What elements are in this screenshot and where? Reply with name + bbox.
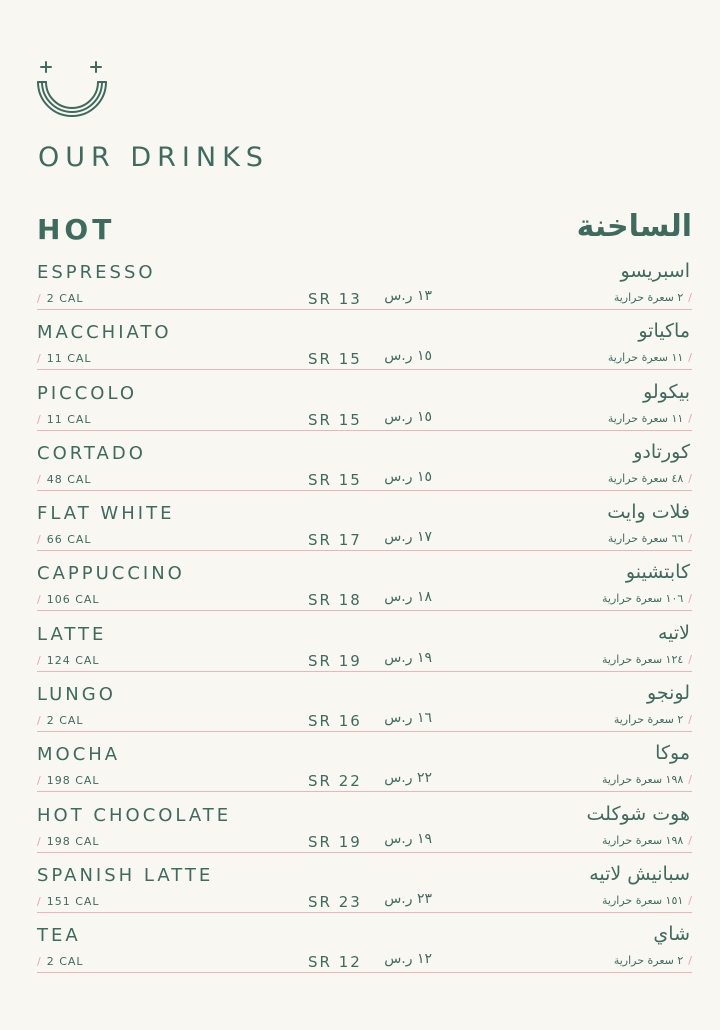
row-divider (37, 369, 692, 370)
section-heading-en: HOT (37, 213, 116, 246)
calories-en (37, 714, 84, 727)
row-divider (37, 490, 692, 491)
slash-divider: / (37, 955, 42, 969)
drink-name-en: FLAT WHITE (37, 503, 175, 525)
calories-en-value: 198 CAL (46, 774, 100, 788)
slash-divider: / (688, 833, 692, 847)
price-ar: ١٧ ر.س (384, 529, 432, 546)
row-divider (37, 912, 692, 913)
slash-divider: / (37, 412, 42, 426)
calories-ar (608, 351, 692, 364)
slash-divider: / (37, 774, 42, 788)
slash-divider: / (688, 713, 692, 727)
slash-divider: / (37, 533, 42, 547)
drink-name-ar: اسبريسو (620, 260, 690, 282)
menu-item-row (0, 379, 720, 439)
drink-name-ar: شاي (653, 923, 690, 946)
slash-divider: / (688, 291, 692, 304)
price-ar: ١٩ ر.س (384, 830, 432, 847)
calories-ar (602, 773, 692, 786)
drink-name-ar: لونجو (647, 682, 690, 705)
calories-ar (602, 653, 692, 666)
price-en: SR 15 (308, 470, 362, 489)
menu-item-row (0, 258, 720, 318)
calories-ar-value: ١٠٦ سعرة حرارية (602, 592, 684, 606)
calories-en (37, 955, 84, 968)
price-ar: ٢٢ ر.س (384, 770, 432, 787)
menu-item-row (0, 620, 720, 680)
drink-name-ar: بيكولو (643, 380, 690, 403)
slash-divider: / (37, 714, 42, 728)
menu-item-row (0, 801, 720, 861)
price-en: SR 23 (308, 892, 362, 911)
calories-en-value: 106 CAL (46, 593, 100, 607)
calories-en-value: 11 CAL (46, 412, 92, 426)
drink-name-ar: هوت شوكلت (586, 802, 690, 825)
calories-ar (608, 472, 692, 485)
slash-divider: / (688, 893, 692, 907)
slash-divider: / (688, 471, 692, 485)
slash-divider: / (37, 894, 42, 908)
price-en: SR 18 (308, 591, 362, 610)
price-en: SR 19 (308, 651, 362, 670)
drink-name-en: HOT CHOCOLATE (37, 804, 232, 826)
calories-ar (602, 894, 692, 907)
menu-item-row (0, 740, 720, 800)
slash-divider: / (688, 592, 692, 606)
price-en: SR 17 (308, 531, 362, 550)
calories-en (37, 593, 100, 606)
calories-ar (608, 532, 692, 545)
row-divider (37, 671, 692, 672)
row-divider (37, 972, 692, 973)
price-ar: ١٣ ر.س (384, 288, 432, 304)
price-ar: ١٩ ر.س (384, 649, 432, 666)
calories-ar-value: ١٩٨ سعرة حرارية (602, 773, 684, 787)
section-heading-ar: الساخنة (576, 209, 692, 244)
menu-item-row (0, 318, 720, 378)
menu-item-row (0, 680, 720, 740)
price-en: SR 15 (308, 350, 362, 369)
calories-en (37, 413, 92, 426)
calories-en (37, 835, 100, 848)
drink-name-en: ESPRESSO (37, 262, 156, 283)
drink-name-ar: ماكياتو (638, 320, 690, 343)
slash-divider: / (37, 352, 42, 366)
drink-name-en: CAPPUCCINO (37, 563, 185, 585)
calories-en-value: 151 CAL (46, 894, 100, 908)
slash-divider: / (688, 411, 692, 425)
calories-en-value: 124 CAL (46, 653, 100, 667)
row-divider (37, 309, 692, 310)
menu-item-row (0, 559, 720, 619)
row-divider (37, 430, 692, 431)
calories-en-value: 66 CAL (46, 533, 92, 547)
calories-ar-value: ١٩٨ سعرة حرارية (602, 833, 684, 847)
calories-en-value: 2 CAL (46, 292, 84, 305)
slash-divider: / (688, 532, 692, 546)
drink-name-ar: كابتشينو (625, 561, 690, 584)
calories-en (37, 533, 92, 546)
slash-divider: / (37, 472, 42, 486)
price-en: SR 13 (308, 290, 362, 308)
calories-ar-value: ٢ سعرة حرارية (613, 954, 684, 968)
price-ar: ١٦ ر.س (384, 710, 432, 727)
price-en: SR 16 (308, 712, 362, 731)
calories-en-value: 48 CAL (46, 472, 92, 486)
drink-name-en: MOCHA (37, 744, 121, 766)
drinks-menu-list (0, 258, 720, 982)
slash-divider: / (37, 653, 42, 667)
slash-divider: / (37, 593, 42, 607)
calories-en (37, 292, 84, 305)
price-ar: ٢٣ ر.س (384, 890, 432, 907)
calories-en (37, 473, 92, 486)
drink-name-en: SPANISH LATTE (37, 864, 214, 886)
calories-ar (614, 713, 692, 726)
price-ar: ١٨ ر.س (384, 589, 432, 606)
price-ar: ١٢ ر.س (384, 951, 432, 968)
row-divider (37, 550, 692, 551)
smiley-logo-icon (36, 60, 108, 122)
price-ar: ١٥ ر.س (384, 408, 432, 425)
price-ar: ١٥ ر.س (384, 348, 432, 365)
drink-name-ar: كورتادو (633, 440, 690, 463)
calories-ar-value: ١١ سعرة حرارية (607, 351, 684, 365)
drink-name-en: LATTE (37, 623, 107, 645)
calories-ar-value: ١٥١ سعرة حرارية (602, 893, 684, 907)
calories-ar-value: ٢ سعرة حرارية (613, 713, 684, 727)
calories-en (37, 774, 100, 787)
slash-divider: / (688, 351, 692, 365)
drink-name-ar: موكا (655, 742, 690, 765)
menu-item-row (0, 439, 720, 499)
row-divider (37, 731, 692, 732)
drink-name-ar: لاتيه (657, 621, 690, 644)
calories-ar (614, 954, 692, 967)
calories-en-value: 2 CAL (46, 955, 84, 969)
calories-en (37, 654, 100, 667)
menu-item-row (0, 861, 720, 921)
calories-en-value: 2 CAL (46, 714, 84, 728)
row-divider (37, 791, 692, 792)
drink-name-en: PICCOLO (37, 382, 138, 404)
calories-ar-value: ٦٦ سعرة حرارية (607, 532, 684, 546)
calories-ar (602, 834, 692, 847)
price-en: SR 19 (308, 832, 362, 851)
drink-name-ar: سبانيش لاتيه (589, 862, 690, 885)
slash-divider: / (688, 954, 692, 968)
calories-ar (608, 412, 692, 425)
calories-en (37, 352, 92, 365)
price-ar: ١٥ ر.س (384, 468, 432, 485)
page-title: OUR DRINKS (38, 142, 269, 173)
calories-ar-value: ١٢٤ سعرة حرارية (602, 652, 684, 666)
menu-item-row (0, 921, 720, 981)
calories-ar (614, 291, 692, 304)
drink-name-ar: فلات وايت (607, 501, 690, 524)
calories-en (37, 895, 100, 908)
drink-name-en: MACCHIATO (37, 322, 172, 344)
slash-divider: / (37, 292, 42, 305)
drink-name-en: CORTADO (37, 442, 146, 464)
price-en: SR 12 (308, 953, 362, 972)
calories-ar-value: ١١ سعرة حرارية (607, 411, 684, 425)
slash-divider: / (688, 652, 692, 666)
calories-ar-value: ٢ سعرة حرارية (613, 291, 684, 304)
calories-en-value: 11 CAL (46, 352, 92, 366)
slash-divider: / (688, 773, 692, 787)
row-divider (37, 610, 692, 611)
drink-name-en: TEA (37, 925, 81, 947)
drink-name-en: LUNGO (37, 684, 116, 706)
calories-ar (602, 592, 692, 605)
menu-item-row (0, 499, 720, 559)
price-en: SR 22 (308, 772, 362, 791)
calories-ar-value: ٤٨ سعرة حرارية (607, 471, 684, 485)
price-en: SR 15 (308, 410, 362, 429)
calories-en-value: 198 CAL (46, 834, 100, 848)
slash-divider: / (37, 834, 42, 848)
row-divider (37, 852, 692, 853)
